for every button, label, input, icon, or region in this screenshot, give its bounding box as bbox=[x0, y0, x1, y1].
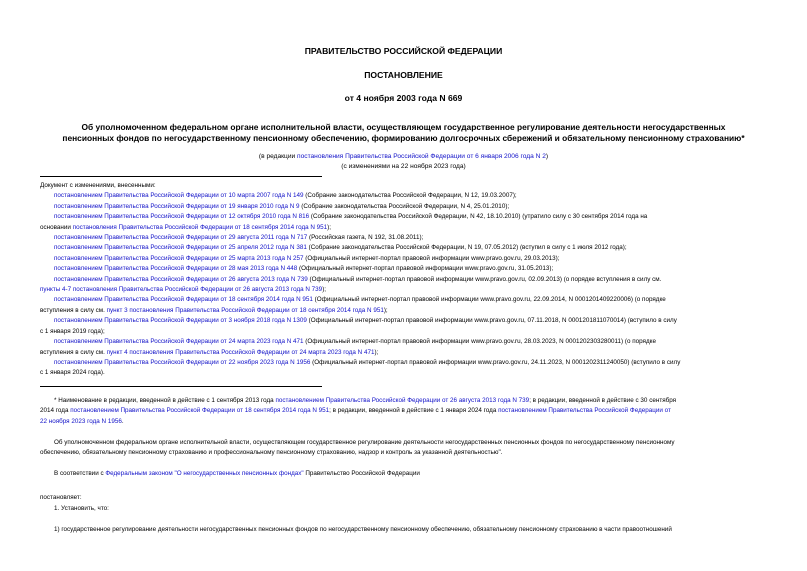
footnote-text: ; в редакции, введенной в действие с 1 января 2024 года bbox=[329, 407, 499, 415]
footnote-text: . bbox=[121, 417, 124, 425]
footnote-link-1956-b[interactable]: 22 ноября 2023 года N 1956 bbox=[40, 417, 122, 425]
footnote-link-951[interactable]: постановлением Правительства Российской Федерации от 18 сентября 2014 года N 951 bbox=[70, 407, 330, 415]
footnote bbox=[40, 396, 768, 427]
footnote-line-3 bbox=[40, 417, 768, 427]
legal-basis-prefix: В соответствии с bbox=[54, 470, 106, 477]
change-item-text: (Официальный интернет-портал правовой информации www.pravo.gov.ru, 24.11.2023, N 0001202311240050) (вступило в силу bbox=[310, 358, 681, 366]
change-item-continuation bbox=[40, 348, 768, 358]
change-item-continuation bbox=[40, 327, 768, 337]
date-number-heading: от 4 ноября 2003 года N 669 bbox=[344, 93, 463, 103]
change-item-continuation bbox=[40, 223, 768, 233]
change-item bbox=[40, 191, 768, 201]
item-1-line: 1. Установить, что: bbox=[54, 505, 109, 512]
edition-note bbox=[0, 153, 807, 160]
edition-link[interactable]: постановления Правительства Российской Федерации от 6 января 2006 года N 2 bbox=[297, 153, 546, 160]
continuation-link[interactable]: пункт 4 постановления Правительства Российской Федерации от 24 марта 2023 года N 471 bbox=[106, 348, 375, 356]
preamble-line-1: Об уполномоченном федеральном органе исполнительной власти, осуществляющем государственное регулирование деятельности негосударственных пенсионных фондов по негосударственному пенсионному bbox=[54, 439, 675, 446]
continuation-suffix: ); bbox=[327, 223, 332, 231]
change-item-text: (Официальный интернет-портал правовой информации www.pravo.gov.ru, 31.05.2013); bbox=[297, 265, 554, 273]
item-1-1-line: 1) государственное регулирование деятельности негосударственных пенсионных фондов по негосударственному пенсионному обеспечению, обязательному пенсионному страхованию в части правоотношений bbox=[54, 526, 672, 533]
footnote-text: ; в редакции, введенной в действие с 30 сентября bbox=[529, 397, 677, 404]
change-item-text: (Собрание законодательства Российской Федерации, N 4, 25.01.2010); bbox=[299, 202, 510, 210]
change-item bbox=[40, 254, 768, 264]
change-item-text: (Российская газета, N 192, 31.08.2011); bbox=[307, 234, 424, 242]
legal-basis-paragraph bbox=[40, 469, 768, 479]
continuation-link[interactable]: постановления Правительства Российской Федерации от 18 сентября 2014 года N 951 bbox=[72, 223, 328, 231]
continuation-prefix: с 1 января 2019 года); bbox=[40, 327, 105, 335]
change-item bbox=[40, 202, 768, 212]
change-item bbox=[40, 233, 768, 243]
change-item-link[interactable]: постановлением Правительства Российской Федерации от 3 ноября 2018 года N 1309 bbox=[54, 317, 307, 325]
changes-items bbox=[40, 191, 768, 378]
item-1-1 bbox=[40, 525, 768, 535]
changes-intro: Документ с изменениями, внесенными: bbox=[40, 182, 156, 189]
footnote-link-1956-a[interactable]: постановлением Правительства Российской Федерации от bbox=[498, 407, 671, 415]
doc-type-heading: ПОСТАНОВЛЕНИЕ bbox=[364, 70, 443, 80]
change-item-link[interactable]: постановлением Правительства Российской Федерации от 19 января 2010 года N 9 bbox=[54, 202, 300, 210]
changes-list bbox=[40, 181, 768, 379]
change-item bbox=[40, 337, 768, 347]
change-item-link[interactable]: постановлением Правительства Российской Федерации от 28 мая 2013 года N 448 bbox=[54, 265, 298, 273]
continuation-suffix: ); bbox=[322, 286, 327, 294]
change-item-text: (Официальный интернет-портал правовой информации www.pravo.gov.ru, 29.03.2013); bbox=[303, 254, 560, 262]
continuation-prefix: основании bbox=[40, 223, 73, 231]
change-item bbox=[40, 243, 768, 253]
change-item-text: (Официальный интернет-портал правовой информации www.pravo.gov.ru, 22.09.2014, N 0001201409220006) (о порядке bbox=[312, 296, 666, 304]
footnote-text: * Наименование в редакции, введенной в действие с 1 сентября 2013 года bbox=[54, 397, 276, 404]
continuation-link[interactable]: пункты 4-7 постановления Правительства Российской Федерации от 26 августа 2013 года N 739 bbox=[40, 286, 323, 294]
change-item bbox=[40, 275, 768, 285]
change-item-text: (Официальный интернет-портал правовой информации www.pravo.gov.ru, 07.11.2018, N 0001201811070014) (вступило в силу bbox=[306, 317, 677, 325]
change-item-text: (Собрание законодательства Российской Федерации, N 12, 19.03.2007); bbox=[303, 192, 517, 200]
change-item-link[interactable]: постановлением Правительства Российской Федерации от 12 октября 2010 года N 816 bbox=[54, 213, 310, 221]
change-item-continuation bbox=[40, 285, 768, 295]
edition-suffix: ) bbox=[545, 153, 549, 160]
change-item bbox=[40, 212, 768, 222]
change-item bbox=[40, 264, 768, 274]
continuation-prefix: вступления в силу см. bbox=[40, 306, 107, 314]
title-line-2: пенсионных фондов по негосударственному пенсионному обеспечению, формированию долгосрочных сбережений и обязательному пенсионному страхованию* bbox=[62, 133, 745, 143]
change-item-link[interactable]: постановлением Правительства Российской Федерации от 22 ноября 2023 года N 1956 bbox=[54, 358, 311, 366]
change-item bbox=[40, 295, 768, 305]
continuation-suffix: ); bbox=[383, 306, 388, 314]
resolves-text bbox=[40, 493, 768, 503]
preamble-line-2: обеспечению, обязательному пенсионному страхованию и профессиональному пенсионному страхованию, надзор и контроль за указанной деятельностью". bbox=[40, 449, 503, 457]
footnote-link-739[interactable]: постановлением Правительства Российской Федерации от 26 августа 2013 года N 739 bbox=[275, 397, 530, 404]
edition-prefix: (в редакции bbox=[258, 153, 298, 160]
change-item-link[interactable]: постановлением Правительства Российской Федерации от 25 марта 2013 года N 257 bbox=[54, 254, 304, 262]
change-item-link[interactable]: постановлением Правительства Российской Федерации от 24 марта 2023 года N 471 bbox=[54, 338, 304, 346]
change-item-text: (Официальный интернет-портал правовой информации www.pravo.gov.ru, 02.09.2013) (о порядке вступления в силу см. bbox=[307, 275, 662, 283]
preamble-paragraph bbox=[40, 438, 768, 459]
title-line-1: Об уполномоченном федеральном органе исполнительной власти, осуществляющем государственное регулирование деятельности негосударственных bbox=[81, 122, 726, 132]
change-item-text: (Официальный интернет-портал правовой информации www.pravo.gov.ru, 28.03.2023, N 0001202303280011) (о порядке bbox=[303, 338, 656, 346]
change-item-continuation bbox=[40, 368, 768, 378]
footnote-line-2 bbox=[40, 406, 768, 416]
change-item-link[interactable]: постановлением Правительства Российской Федерации от 25 апреля 2012 года N 381 bbox=[54, 244, 307, 252]
footnote-line-1 bbox=[40, 396, 768, 406]
document-title bbox=[40, 122, 767, 144]
change-item-continuation bbox=[40, 306, 768, 316]
divider-top bbox=[40, 176, 322, 177]
legal-basis-line bbox=[40, 469, 768, 479]
continuation-suffix: ); bbox=[374, 348, 379, 356]
divider-footnote bbox=[40, 386, 322, 387]
changes-date-note: (с изменениями на 22 ноября 2023 года) bbox=[341, 163, 466, 170]
change-item-text: (Собрание законодательства Российской Федерации, N 42, 18.10.2010) (утратило силу с 30 сентября 2014 года на bbox=[309, 213, 648, 221]
change-item-link[interactable]: постановлением Правительства Российской Федерации от 29 августа 2011 года N 717 bbox=[54, 234, 308, 242]
change-item bbox=[40, 358, 768, 368]
government-heading: ПРАВИТЕЛЬСТВО РОССИЙСКОЙ ФЕДЕРАЦИИ bbox=[304, 46, 503, 56]
continuation-prefix: вступления в силу см. bbox=[40, 348, 107, 356]
change-item-link[interactable]: постановлением Правительства Российской Федерации от 26 августа 2013 года N 739 bbox=[54, 275, 308, 283]
legal-basis-suffix: Правительство Российской Федерации bbox=[303, 470, 420, 477]
change-item-text: (Собрание законодательства Российской Федерации, N 19, 07.05.2012) (вступил в силу с 1 июля 2012 года); bbox=[306, 244, 627, 252]
change-item-link[interactable]: постановлением Правительства Российской Федерации от 18 сентября 2014 года N 951 bbox=[54, 296, 313, 304]
continuation-prefix: с 1 января 2024 года). bbox=[40, 369, 105, 377]
footnote-text: 2014 года bbox=[40, 407, 71, 415]
resolves-line: постановляет: bbox=[40, 494, 82, 501]
continuation-link[interactable]: пункт 3 постановления Правительства Российской Федерации от 18 сентября 2014 года N 951 bbox=[106, 306, 384, 314]
change-item bbox=[40, 316, 768, 326]
federal-law-link[interactable]: Федеральным законом "О негосударственных пенсионных фондах" bbox=[105, 470, 304, 477]
item-1 bbox=[40, 504, 768, 514]
change-item-link[interactable]: постановлением Правительства Российской Федерации от 10 марта 2007 года N 149 bbox=[54, 192, 304, 200]
